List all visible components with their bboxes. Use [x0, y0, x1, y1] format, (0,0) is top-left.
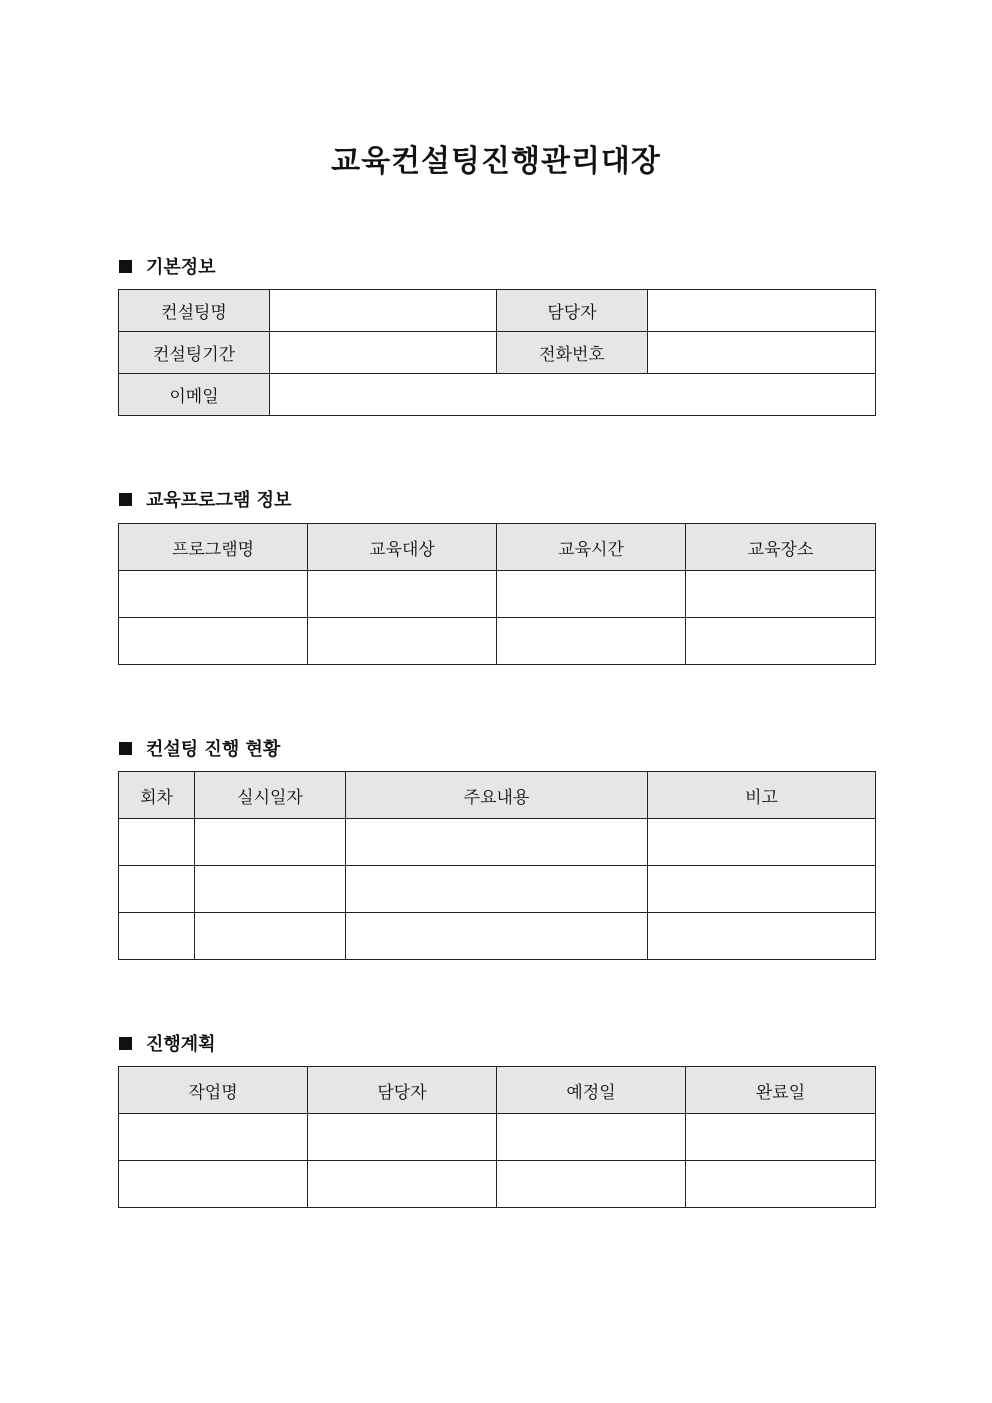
square-bullet-icon [119, 1037, 132, 1050]
table-row [119, 819, 876, 866]
table-cell[interactable] [195, 913, 346, 960]
section-heading-progress [119, 735, 280, 761]
column-header-note: 비고 [648, 772, 876, 819]
manager-label: 담당자 [497, 290, 648, 332]
table-cell[interactable] [648, 913, 876, 960]
table-row [119, 866, 876, 913]
basic-info-table [118, 289, 876, 416]
phone-label: 전화번호 [497, 332, 648, 374]
document-title: 교육컨설팅진행관리대장 [331, 144, 661, 179]
table-header-row [119, 1067, 876, 1114]
table-cell[interactable] [346, 866, 648, 913]
table-cell[interactable] [119, 819, 195, 866]
table-cell[interactable] [119, 1161, 308, 1208]
section-heading-program-info [119, 486, 291, 512]
table-header-row [119, 524, 876, 571]
table-row [119, 1114, 876, 1161]
column-header-round: 회차 [119, 772, 195, 819]
table-cell[interactable] [119, 866, 195, 913]
column-header-time: 교육시간 [497, 524, 686, 571]
column-header-scheduled-date: 예정일 [497, 1067, 686, 1114]
phone-field[interactable] [648, 332, 876, 374]
email-field[interactable] [270, 374, 876, 416]
table-row [119, 913, 876, 960]
column-header-target: 교육대상 [308, 524, 497, 571]
table-cell[interactable] [308, 1161, 497, 1208]
section-heading-basic-info [119, 253, 216, 279]
plan-table [118, 1066, 876, 1208]
column-header-location: 교육장소 [686, 524, 876, 571]
consulting-period-label: 컨설팅기간 [119, 332, 270, 374]
square-bullet-icon [119, 493, 132, 506]
section-title: 교육프로그램 정보 [146, 490, 292, 511]
table-cell[interactable] [497, 571, 686, 618]
consulting-period-field[interactable] [270, 332, 497, 374]
table-row [119, 374, 876, 416]
section-title: 컨설팅 진행 현황 [146, 739, 281, 760]
email-label: 이메일 [119, 374, 270, 416]
table-cell[interactable] [686, 618, 876, 665]
column-header-program-name: 프로그램명 [119, 524, 308, 571]
table-cell[interactable] [648, 866, 876, 913]
program-info-table [118, 523, 876, 665]
table-cell[interactable] [119, 913, 195, 960]
table-cell[interactable] [686, 571, 876, 618]
table-cell[interactable] [195, 819, 346, 866]
table-cell[interactable] [119, 618, 308, 665]
table-row [119, 571, 876, 618]
table-cell[interactable] [686, 1114, 876, 1161]
table-row [119, 332, 876, 374]
consulting-name-label: 컨설팅명 [119, 290, 270, 332]
table-cell[interactable] [308, 1114, 497, 1161]
table-cell[interactable] [346, 819, 648, 866]
column-header-completion-date: 완료일 [686, 1067, 876, 1114]
section-heading-plan [119, 1030, 216, 1056]
table-cell[interactable] [497, 1161, 686, 1208]
square-bullet-icon [119, 260, 132, 273]
column-header-manager: 담당자 [308, 1067, 497, 1114]
table-header-row [119, 772, 876, 819]
table-row [119, 618, 876, 665]
consulting-name-field[interactable] [270, 290, 497, 332]
table-cell[interactable] [308, 618, 497, 665]
column-header-task-name: 작업명 [119, 1067, 308, 1114]
progress-table [118, 771, 876, 960]
manager-field[interactable] [648, 290, 876, 332]
table-cell[interactable] [308, 571, 497, 618]
square-bullet-icon [119, 742, 132, 755]
section-title: 진행계획 [146, 1034, 216, 1055]
table-cell[interactable] [497, 1114, 686, 1161]
column-header-date: 실시일자 [195, 772, 346, 819]
table-cell[interactable] [346, 913, 648, 960]
table-cell[interactable] [686, 1161, 876, 1208]
table-cell[interactable] [119, 1114, 308, 1161]
table-row [119, 290, 876, 332]
section-title: 기본정보 [146, 257, 216, 278]
table-cell[interactable] [648, 819, 876, 866]
table-cell[interactable] [195, 866, 346, 913]
table-cell[interactable] [119, 571, 308, 618]
table-cell[interactable] [497, 618, 686, 665]
table-row [119, 1161, 876, 1208]
column-header-content: 주요내용 [346, 772, 648, 819]
